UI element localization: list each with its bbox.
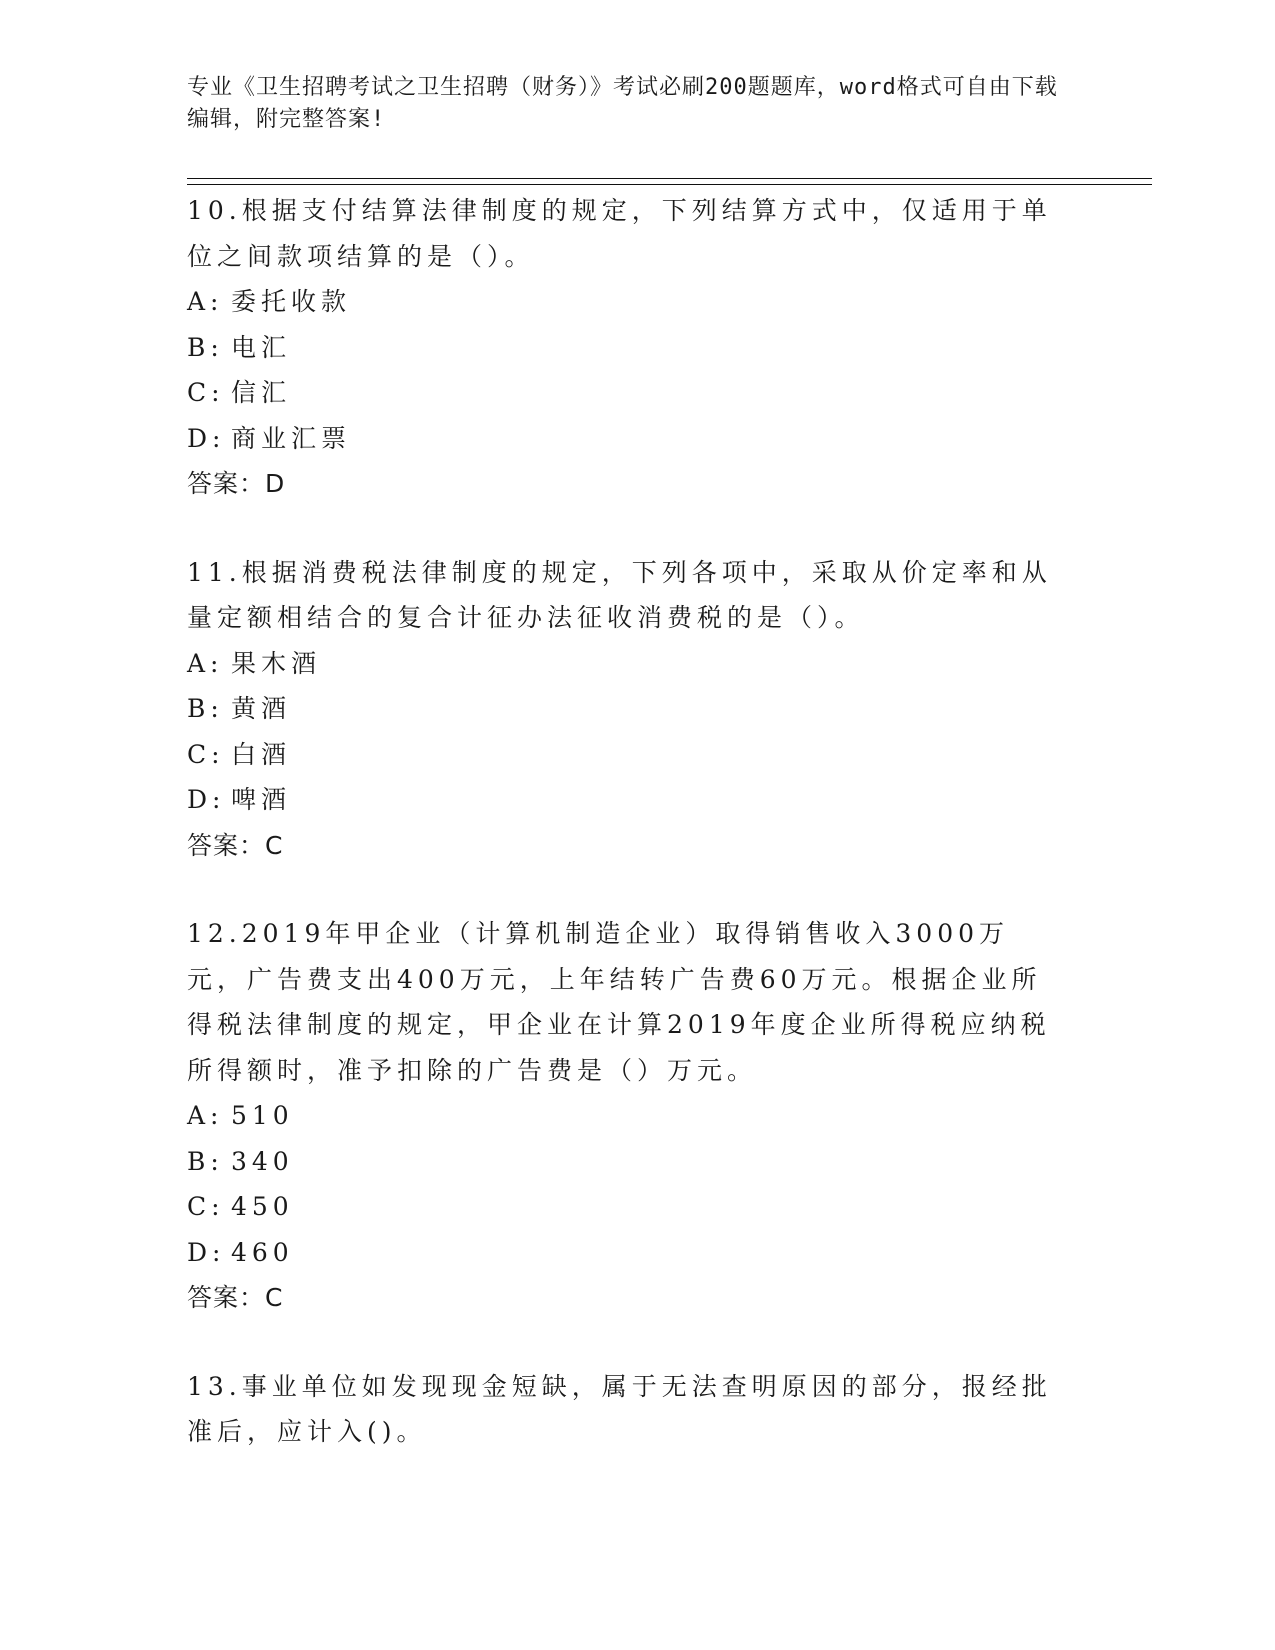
- answer: [187, 461, 1067, 507]
- option-text: 450: [231, 1192, 294, 1221]
- option-a: [187, 641, 1067, 687]
- answer-label: 答案：: [187, 830, 266, 860]
- option-label: B:: [187, 332, 224, 362]
- document-header: 专业《卫生招聘考试之卫生招聘（财务）》考试必刷200题题库，word格式可自由下载编辑，附完整答案!: [187, 75, 1058, 132]
- option-label: A:: [187, 648, 224, 678]
- option-label: D:: [187, 1237, 226, 1267]
- option-text: 白酒: [231, 739, 292, 769]
- option-label: C:: [187, 1192, 225, 1221]
- answer-value: C: [265, 1283, 284, 1312]
- option-text: 510: [231, 1101, 294, 1130]
- option-a: [187, 279, 1067, 325]
- question-text: 12.2019年甲企业（计算机制造企业）取得销售收入3000万元，广告费支出400万元，上年结转广告费60万元。根据企业所得税法律制度的规定，甲企业在计算2019年度企业所得税应纳税所得额时，准予扣除的广告费是（）万元。: [187, 919, 1051, 1085]
- option-d: [187, 416, 1067, 462]
- question-text: 10.根据支付结算法律制度的规定，下列结算方式中，仅适用于单位之间款项结算的是（）。: [187, 196, 1052, 271]
- option-text: 果木酒: [231, 648, 322, 678]
- option-c: [187, 1184, 1067, 1230]
- question-13: [187, 1364, 1067, 1455]
- option-b: [187, 686, 1067, 732]
- question-text: 13.事业单位如发现现金短缺，属于无法查明原因的部分，报经批准后，应计入()。: [187, 1371, 1052, 1446]
- answer-label: 答案：: [187, 1283, 266, 1312]
- answer-value: D: [265, 469, 286, 498]
- question-10: [187, 188, 1067, 507]
- option-label: A:: [187, 287, 224, 316]
- question-11: [187, 550, 1067, 869]
- option-c: [187, 370, 1067, 416]
- answer: [187, 823, 1067, 869]
- option-d: [187, 1230, 1067, 1276]
- option-b: [187, 1139, 1067, 1185]
- option-text: 委托收款: [231, 287, 352, 316]
- header-divider-bottom: [187, 184, 1152, 185]
- option-b: [187, 325, 1067, 371]
- option-text: 电汇: [231, 332, 292, 362]
- option-text: 商业汇票: [231, 423, 352, 453]
- answer-label: 答案：: [187, 469, 266, 498]
- question-12: [187, 911, 1067, 1321]
- option-text: 信汇: [231, 378, 292, 407]
- option-label: C:: [187, 739, 225, 769]
- option-label: D:: [187, 423, 226, 453]
- option-text: 340: [231, 1146, 294, 1176]
- answer-value: C: [265, 830, 284, 860]
- option-a: [187, 1093, 1067, 1139]
- option-text: 黄酒: [231, 694, 292, 723]
- option-label: B:: [187, 694, 224, 723]
- option-d: [187, 777, 1067, 823]
- question-text: 11.根据消费税法律制度的规定，下列各项中，采取从价定率和从量定额相结合的复合计征办法征收消费税的是（）。: [187, 557, 1052, 632]
- option-c: [187, 732, 1067, 778]
- option-label: A:: [187, 1101, 224, 1130]
- header-divider-top: [187, 178, 1152, 179]
- option-label: B:: [187, 1146, 224, 1176]
- option-text: 460: [231, 1237, 294, 1267]
- answer: [187, 1275, 1067, 1321]
- option-label: C:: [187, 378, 225, 407]
- option-text: 啤酒: [231, 785, 292, 814]
- option-label: D:: [187, 785, 226, 814]
- question-list: [187, 188, 1067, 1498]
